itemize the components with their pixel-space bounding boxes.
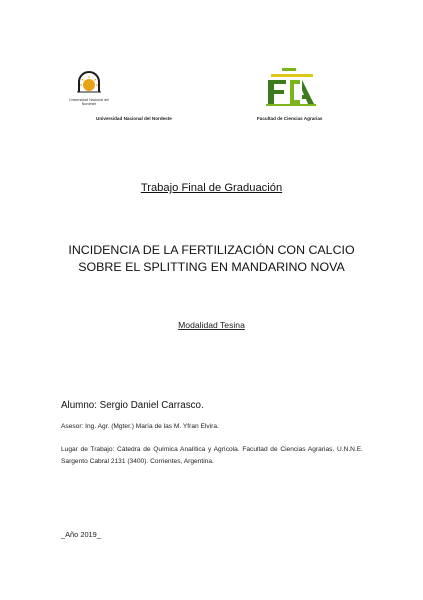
year-text: Año 2019 [65, 530, 97, 539]
author: Alumno: Sergio Daniel Carrasco. [61, 400, 204, 411]
left-institution-name: Universidad Nacional del Nordeste [96, 116, 172, 121]
thesis-title-line-2: SOBRE EL SPLITTING EN MANDARINO NOVA [78, 260, 345, 274]
unne-logo [63, 68, 115, 116]
year-underscore-left: _ [61, 530, 66, 539]
year [61, 530, 101, 539]
advisor: Asesor: Ing. Agr. (Mgter.) María de las M. Yfran Elvira. [61, 423, 219, 430]
unne-emblem-icon [63, 68, 115, 98]
modality: Modalidad Tesina [178, 320, 245, 330]
fca-logo [262, 66, 320, 108]
right-institution-name: Facultad de Ciencias Agrarias [257, 116, 323, 121]
unne-logo-caption: Universidad Nacional del Nordeste [69, 98, 109, 106]
thesis-title [40, 242, 383, 276]
document-type: Trabajo Final de Graduación [140, 182, 283, 194]
year-underscore-right: _ [96, 530, 101, 539]
thesis-title-line-1: INCIDENCIA DE LA FERTILIZACIÓN CON CALCIO [68, 243, 355, 257]
workplace: Lugar de Trabajo: Cátedra de Química Analítica y Agrícola. Facultad de Ciencias Agrarias. U.N.N.E. Sargento Cabral 2131 (3400). Corrientes, Argentina. [61, 446, 363, 465]
fca-emblem-icon [262, 66, 320, 108]
